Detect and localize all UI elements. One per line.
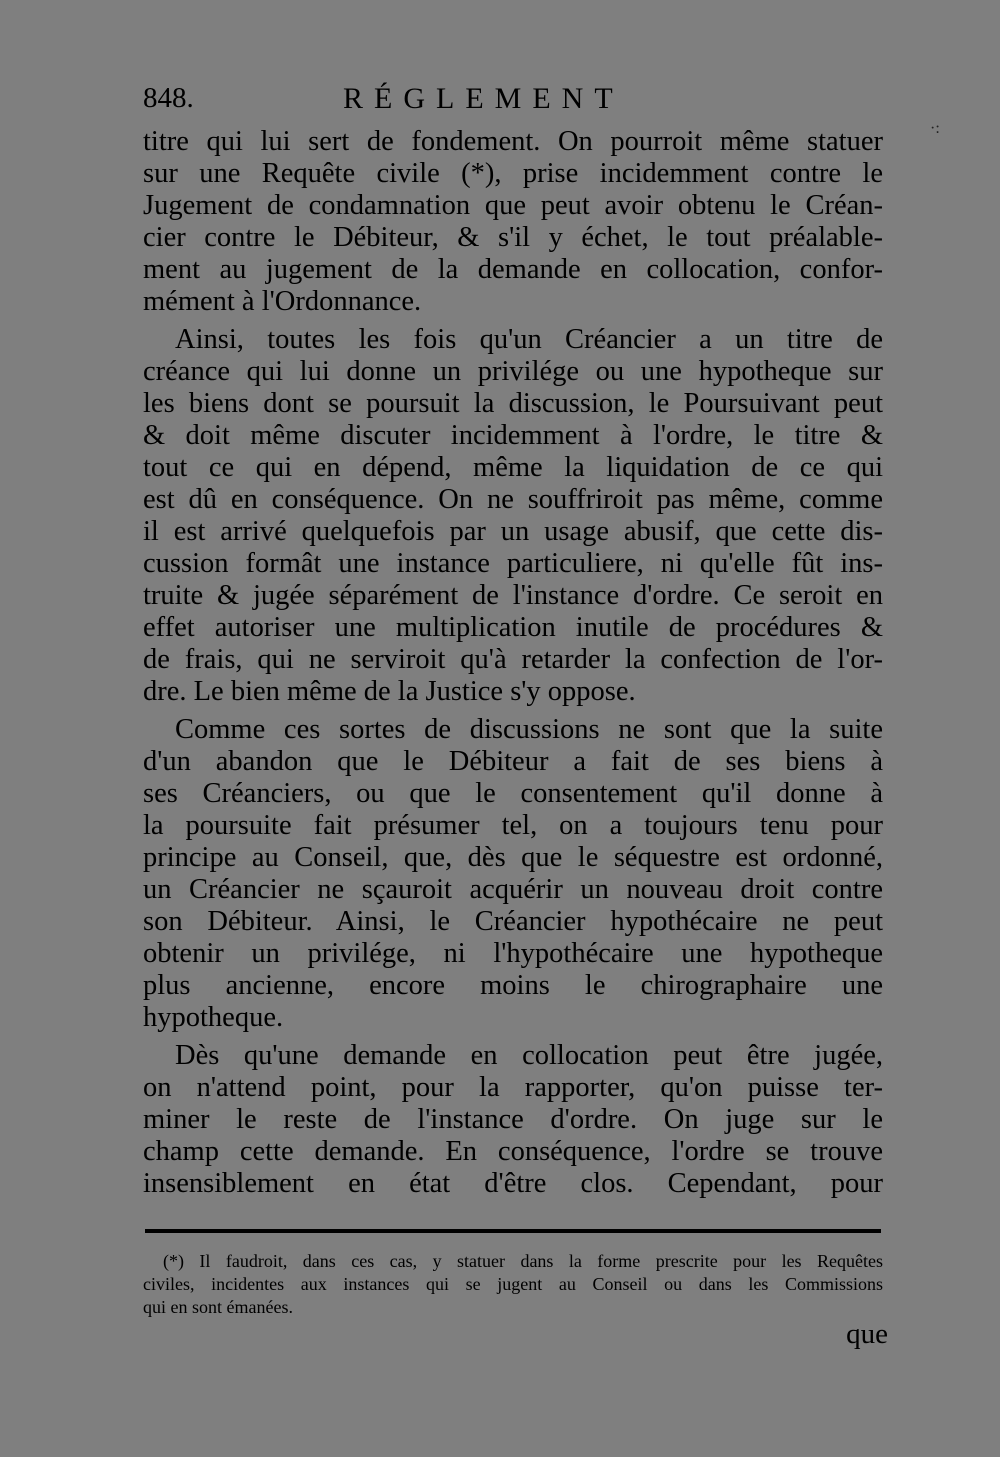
text-line: un Créancier ne sçauroit acquérir un nouveau droit contre (143, 874, 883, 905)
text-line: il est arrivé quelquefois par un usage abusif, que cette dis- (143, 516, 883, 547)
text-line: Ainsi, toutes les fois qu'un Créancier a un titre de (175, 324, 883, 355)
text-line: créance qui lui donne un privilége ou une hypotheque sur (143, 356, 883, 387)
text-line: hypotheque. (143, 1002, 284, 1033)
text-line: Dès qu'une demande en collocation peut être jugée, (175, 1040, 883, 1071)
paragraph (143, 714, 883, 1034)
text-line: cussion formât une instance particuliere, ni qu'elle fût ins- (143, 548, 883, 579)
running-title: RÉGLEMENT (343, 82, 624, 115)
text-line: ses Créanciers, ou que le consentement qu'il donne à (143, 778, 883, 809)
text-line: tout ce qui en dépend, même la liquidation de ce qui (143, 452, 883, 483)
page-header (143, 82, 883, 122)
text-line: Comme ces sortes de discussions ne sont que la suite (175, 714, 883, 745)
text-line: sur une Requête civile (*), prise incidemment contre le (143, 158, 883, 189)
text-line: Jugement de condamnation que peut avoir obtenu le Créan- (143, 190, 883, 221)
text-line: principe au Conseil, que, dès que le séquestre est ordonné, (143, 842, 883, 873)
text-line: la poursuite fait présumer tel, on a toujours tenu pour (143, 810, 883, 841)
text-line: miner le reste de l'instance d'ordre. On juge sur le (143, 1104, 883, 1135)
text-line: son Débiteur. Ainsi, le Créancier hypothécaire ne peut (143, 906, 883, 937)
text-line: champ cette demande. En conséquence, l'ordre se trouve (143, 1136, 883, 1167)
paragraph (143, 1040, 883, 1200)
text-line: les biens dont se poursuit la discussion, le Poursuivant peut (143, 388, 883, 419)
catchword: que (846, 1318, 888, 1350)
margin-mark: ·: (930, 120, 940, 137)
text-line: cier contre le Débiteur, & s'il y échet, le tout préalable- (143, 222, 883, 253)
text-line: effet autoriser une multiplication inutile de procédures & (143, 612, 883, 643)
text-line: & doit même discuter incidemment à l'ordre, le titre & (143, 420, 883, 451)
text-line: est dû en conséquence. On ne souffriroit pas même, comme (143, 484, 883, 515)
page-number: 848. (143, 82, 194, 114)
footnote (143, 1250, 883, 1319)
paragraph (143, 324, 883, 708)
text-line: de frais, qui ne serviroit qu'à retarder la confection de l'or- (143, 644, 883, 675)
text-line: d'un abandon que le Débiteur a fait de ses biens à (143, 746, 883, 777)
text-line: insensiblement en état d'être clos. Cependant, pour (143, 1168, 883, 1199)
text-line: plus ancienne, encore moins le chirographaire une (143, 970, 883, 1001)
footnote-line: (*) Il faudroit, dans ces cas, y statuer dans la forme prescrite pour les Requêtes (163, 1251, 883, 1271)
text-line: on n'attend point, pour la rapporter, qu'on puisse ter- (143, 1072, 883, 1103)
text-line: titre qui lui sert de fondement. On pourroit même statuer (143, 126, 883, 157)
text-line: ment au jugement de la demande en collocation, confor- (143, 254, 883, 285)
text-line: dre. Le bien même de la Justice s'y oppose. (143, 676, 636, 707)
footnote-line: civiles, incidentes aux instances qui se jugent au Conseil ou dans les Commissions (143, 1274, 883, 1294)
footnote-line: qui en sont émanées. (143, 1297, 293, 1317)
body-text (143, 126, 883, 1200)
text-line: obtenir un privilége, ni l'hypothécaire une hypotheque (143, 938, 883, 969)
text-line: truite & jugée séparément de l'instance d'ordre. Ce seroit en (143, 580, 883, 611)
text-line: mément à l'Ordonnance. (143, 286, 422, 317)
paragraph (143, 126, 883, 318)
footnote-rule (145, 1229, 881, 1233)
